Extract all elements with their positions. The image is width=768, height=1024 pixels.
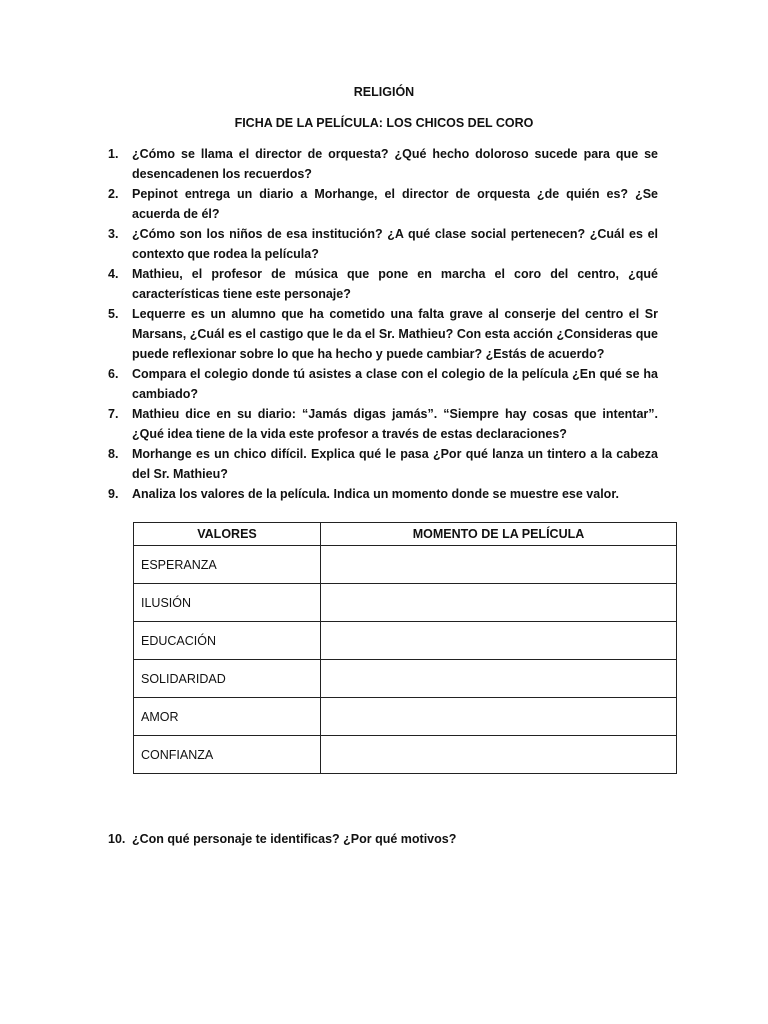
table-row: [134, 698, 677, 736]
question-number: 10.: [108, 832, 126, 846]
question-number: 6.: [108, 367, 119, 381]
question-item: [108, 264, 658, 304]
table-row: [134, 660, 677, 698]
values-table: [133, 522, 677, 774]
value-cell: ILUSIÓN: [134, 584, 321, 622]
table-row: [134, 622, 677, 660]
question-item: [108, 304, 658, 364]
value-cell: ESPERANZA: [134, 546, 321, 584]
final-question: [108, 829, 668, 849]
worksheet-title: FICHA DE LA PELÍCULA: LOS CHICOS DEL CORO: [234, 116, 534, 130]
question-item: [108, 184, 658, 224]
value-cell: CONFIANZA: [134, 736, 321, 774]
question-text: Mathieu, el profesor de música que pone en marcha el coro del centro, ¿qué características tiene este personaje?: [132, 267, 658, 301]
moment-cell[interactable]: [321, 698, 677, 736]
question-item: [108, 144, 658, 184]
question-number: 2.: [108, 187, 119, 201]
question-item: [108, 364, 658, 404]
value-cell: EDUCACIÓN: [134, 622, 321, 660]
question-text: ¿Con qué personaje te identificas? ¿Por qué motivos?: [132, 832, 457, 846]
moment-cell[interactable]: [321, 622, 677, 660]
question-number: 4.: [108, 267, 119, 281]
column-header-valores: VALORES: [134, 523, 321, 546]
question-item: [108, 404, 658, 444]
table-header-row: [134, 523, 677, 546]
subject-heading: RELIGIÓN: [353, 85, 415, 99]
question-text: Analiza los valores de la película. Indica un momento donde se muestre ese valor.: [132, 487, 619, 501]
moment-cell[interactable]: [321, 736, 677, 774]
moment-cell[interactable]: [321, 584, 677, 622]
value-cell: AMOR: [134, 698, 321, 736]
question-text: ¿Cómo se llama el director de orquesta? ¿Qué hecho doloroso sucede para que se desencadenen los recuerdos?: [132, 147, 658, 181]
moment-cell[interactable]: [321, 660, 677, 698]
question-item: [108, 224, 658, 264]
question-number: 3.: [108, 227, 119, 241]
question-text: Pepinot entrega un diario a Morhange, el director de orquesta ¿de quién es? ¿Se acuerda de él?: [132, 187, 658, 221]
question-text: Morhange es un chico difícil. Explica qué le pasa ¿Por qué lanza un tintero a la cabeza del Sr. Mathieu?: [132, 447, 658, 481]
question-text: Compara el colegio donde tú asistes a clase con el colegio de la película ¿En qué se ha cambiado?: [132, 367, 658, 401]
table-row: [134, 546, 677, 584]
question-number: 7.: [108, 407, 119, 421]
question-list: [108, 144, 658, 504]
moment-cell[interactable]: [321, 546, 677, 584]
table-row: [134, 584, 677, 622]
question-text: ¿Cómo son los niños de esa institución? ¿A qué clase social pertenecen? ¿Cuál es el contexto que rodea la película?: [132, 227, 658, 261]
question-number: 1.: [108, 147, 119, 161]
question-number: 9.: [108, 487, 119, 501]
question-text: Lequerre es un alumno que ha cometido una falta grave al conserje del centro el Sr Marsans, ¿Cuál es el castigo que le da el Sr. Mathieu? Con esta acción ¿Consideras que puede reflexionar sobre lo que ha hecho y puede cambiar? ¿Estás de acuerdo?: [132, 307, 658, 361]
table-row: [134, 736, 677, 774]
question-item: [108, 484, 658, 504]
question-text: Mathieu dice en su diario: “Jamás digas jamás”. “Siempre hay cosas que intentar”. ¿Qué idea tiene de la vida este profesor a través de estas declaraciones?: [132, 407, 658, 441]
question-number: 5.: [108, 307, 119, 321]
value-cell: SOLIDARIDAD: [134, 660, 321, 698]
question-item: [108, 444, 658, 484]
question-number: 8.: [108, 447, 119, 461]
column-header-momento: MOMENTO DE LA PELÍCULA: [321, 523, 677, 546]
